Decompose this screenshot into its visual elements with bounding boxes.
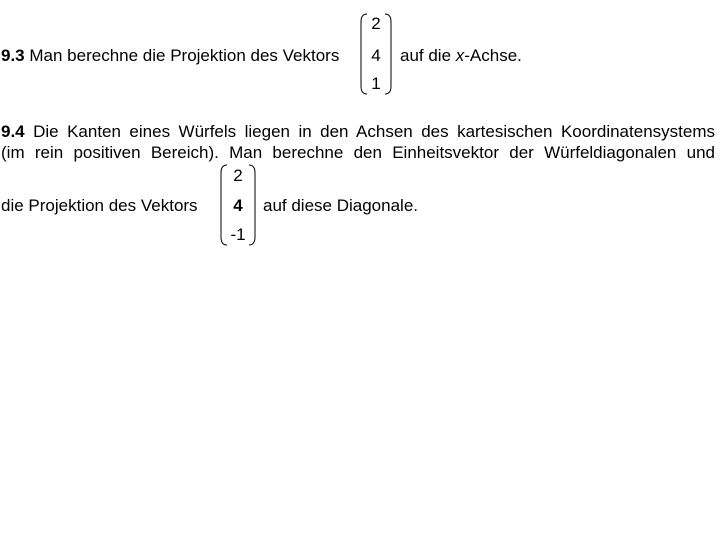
column-vector-9-4: [220, 163, 256, 247]
problem-9-4-line-2: (im rein positiven Bereich). Man berechne den Einheitsvektor der Würfeldiagonalen und: [1, 143, 715, 162]
vector-component-1: 2: [233, 166, 243, 185]
problem-9-3-tail: [400, 46, 522, 66]
problem-number: 9.4: [1, 122, 25, 141]
vector-component-2: 4: [233, 196, 243, 215]
vector-component-3: 1: [371, 74, 381, 93]
vector-component-2: 4: [371, 46, 381, 65]
tail-suffix: -Achse.: [464, 46, 522, 65]
problem-text: Man berechne die Projektion des Vektors: [29, 46, 340, 65]
problem-text: Die Kanten eines Würfels liegen in den Achsen des kartesischen Koordinatensystems: [33, 122, 715, 141]
problem-number: 9.3: [1, 46, 25, 65]
vector-component-3: -1: [230, 225, 246, 244]
problem-9-4-tail: auf diese Diagonale.: [263, 196, 419, 215]
column-vector-9-3: [360, 12, 392, 96]
problem-9-4-line-3: die Projektion des Vektors: [1, 196, 198, 215]
axis-variable: x: [455, 46, 465, 65]
problem-9-4-line-1: [1, 122, 715, 142]
problem-9-3-line: [1, 46, 339, 66]
vector-component-1: 2: [371, 14, 381, 33]
tail-prefix: auf die: [400, 46, 456, 65]
